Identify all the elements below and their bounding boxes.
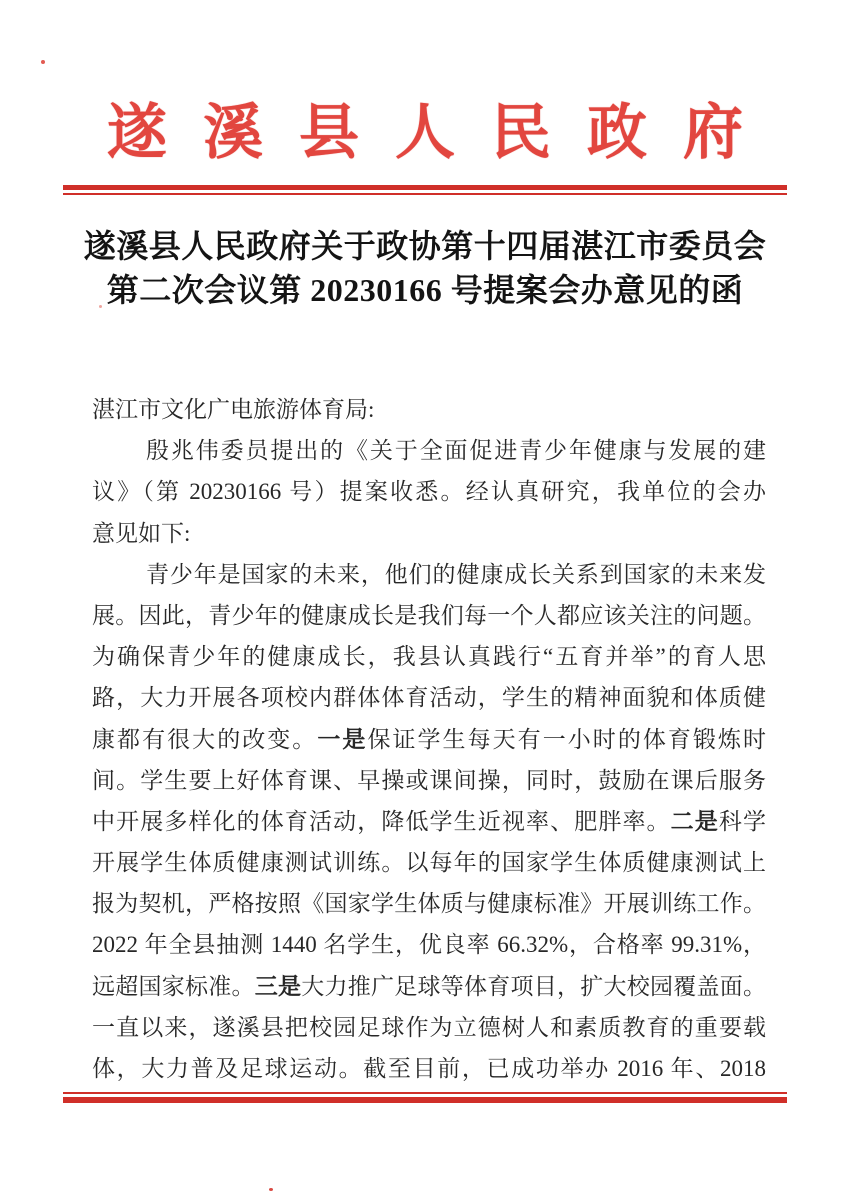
body-line [92,595,766,636]
text-segment: 路，大力开展各项校内群体体育活动，学生的精神面貌和体质健 [92,685,766,711]
bold-text-segment: 三是 [254,973,302,999]
text-segment: 一直以来，遂溪县把校园足球作为立德树人和素质教育的重要载 [92,1014,766,1040]
text-segment: 青少年是国家的未来，他们的健康成长关系到国家的未来发 [146,561,766,587]
text-segment: 远超国家标准。 [92,973,255,999]
document-title [0,224,850,312]
text-segment: 湛江市文化广电旅游体育局: [92,397,375,422]
body-line [92,924,766,965]
body-line [92,389,766,430]
body-line [92,430,766,471]
document-title-line-2: 第二次会议第 20230166 号提案会办意见的函 [106,272,744,308]
header-rule [63,185,787,195]
letterhead-title: 遂溪县人民政府 [107,100,779,166]
footer-rule [63,1092,787,1103]
body-line [92,636,766,677]
body-line [92,760,766,801]
text-segment: 意见如下: [92,520,191,546]
text-segment: 为确保青少年的健康成长，我县认真践行“五育并举”的育人思 [92,644,766,670]
text-segment: 议》（第 20230166 号）提案收悉。经认真研究，我单位的会办 [92,479,766,505]
document-body [92,389,766,1089]
text-segment: 开展学生体质健康测试训练。以每年的国家学生体质健康测试上 [92,850,766,876]
header-rule-thin-line [63,193,787,195]
red-speck [269,1188,273,1191]
bold-text-segment: 二是 [670,808,719,834]
document-title-line-1: 遂溪县人民政府关于政协第十四届湛江市委员会 [83,228,767,264]
body-line [92,1048,766,1089]
body-line [92,801,766,842]
footer-rule-thick-line [63,1097,787,1103]
bold-text-segment: 一是 [317,726,368,752]
text-segment: 2022 年全县抽测 1440 名学生，优良率 66.32%，合格率 99.31%， [92,932,766,958]
text-segment: 保证学生每天有一小时的体育锻炼时 [367,726,767,752]
body-line [92,966,766,1007]
body-line [92,471,766,512]
body-line [92,554,766,595]
body-line [92,719,766,760]
text-segment: 殷兆伟委员提出的《关于全面促进青少年健康与发展的建 [146,438,766,464]
text-segment: 科学 [718,808,767,834]
body-line [92,842,766,883]
body-line [92,1007,766,1048]
body-line [92,677,766,718]
text-segment: 间。学生要上好体育课、早操或课间操，同时，鼓励在课后服务 [92,767,766,793]
body-line [92,513,766,554]
body-line [92,883,766,924]
text-segment: 康都有很大的改变。 [92,726,318,752]
text-segment: 大力推广足球等体育项目，扩大校园覆盖面。 [301,973,766,999]
text-segment: 报为契机，严格按照《国家学生体质与健康标准》开展训练工作。 [92,891,766,917]
text-segment: 体，大力普及足球运动。截至目前，已成功举办 2016 年、2018 [92,1056,766,1081]
text-segment: 展。因此，青少年的健康成长是我们每一个人都应该关注的问题。 [92,602,766,628]
red-speck [41,60,45,64]
text-segment: 中开展多样化的体育活动，降低学生近视率、肥胖率。 [92,808,671,834]
